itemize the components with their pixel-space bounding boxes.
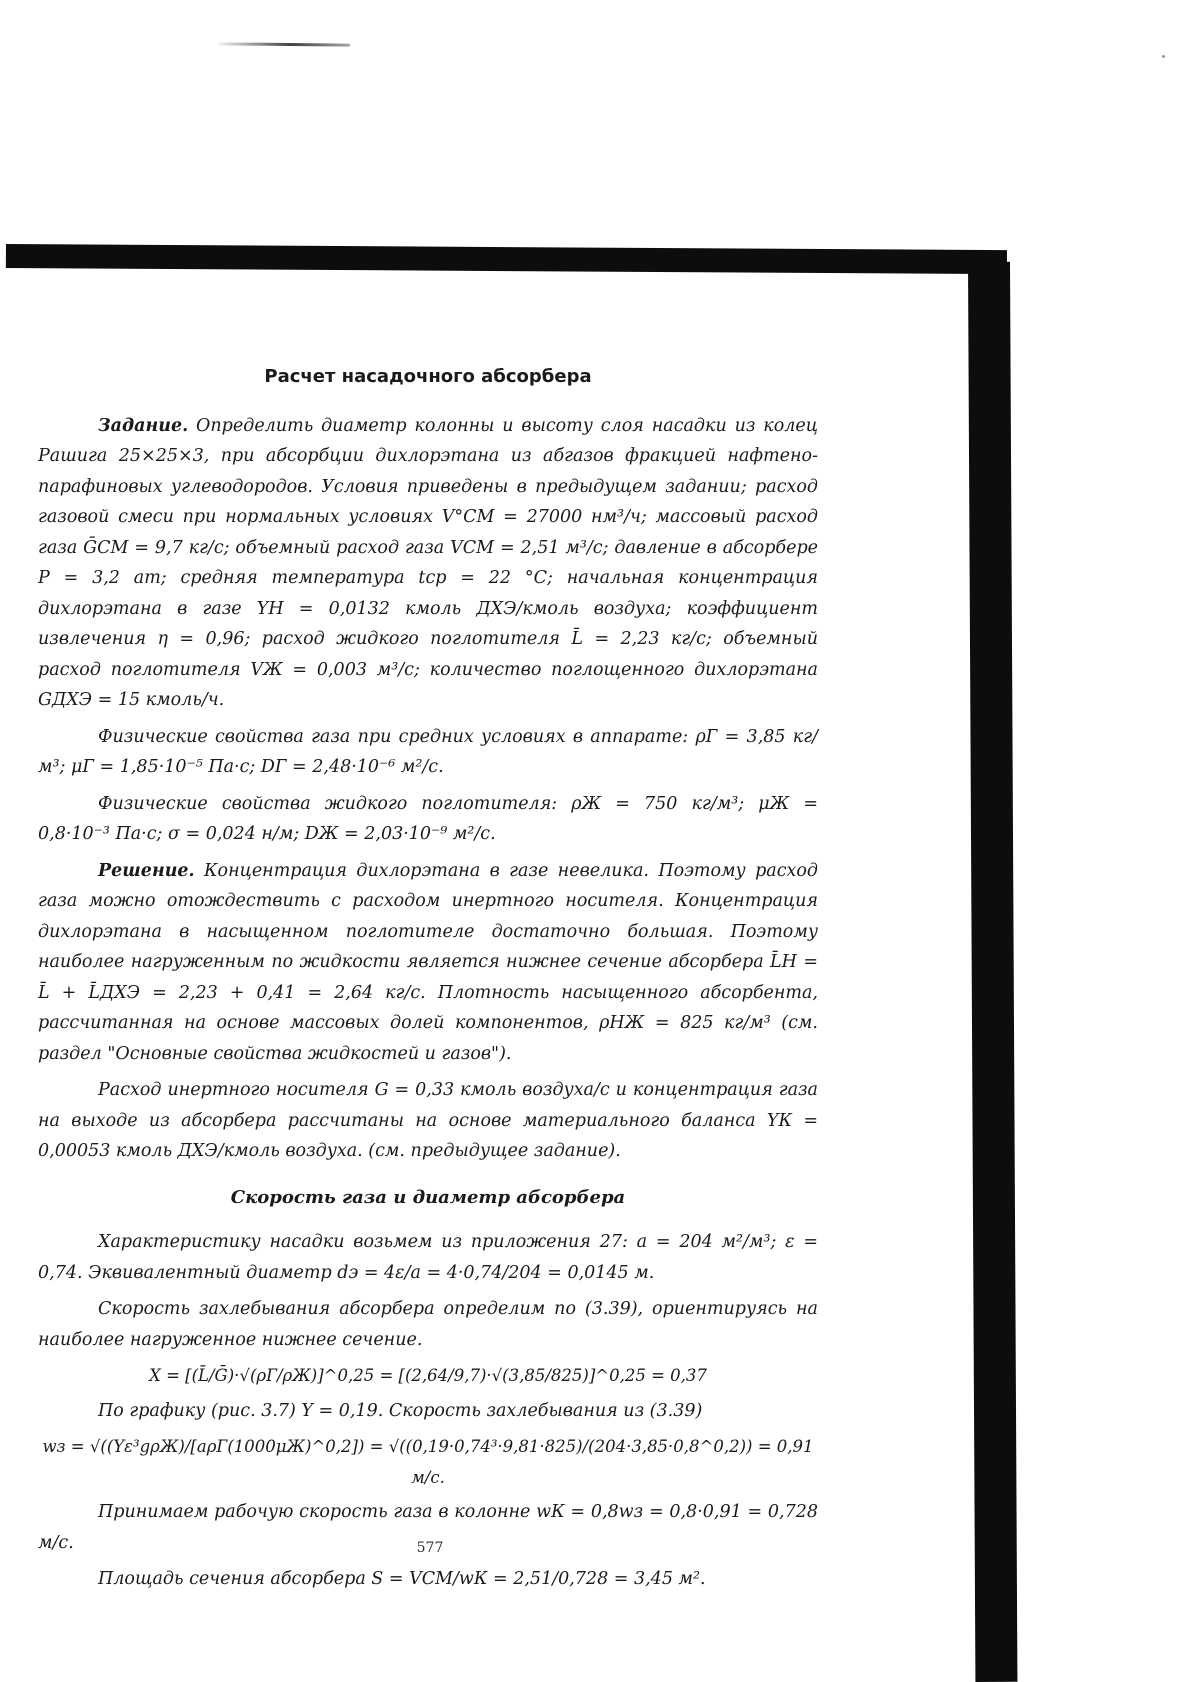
scan-border-top (6, 244, 1007, 274)
formula-flooding-speed: wз = √((Yε³gρЖ)/[aρГ(1000μЖ)^0,2]) = √((0,19·0,74³·9,81·825)/(204·3,85·0,8^0,2)) = 0,91 м/с. (42, 1437, 814, 1487)
section-subtitle: Скорость газа и диаметр абсорбера (230, 1186, 626, 1208)
scan-border-right (968, 262, 1017, 1682)
paragraph-gas-properties: Физические свойства газа при средних условиях в аппарате: ρГ = 3,85 кг/м³; μГ = 1,85·10⁻⁵ Па·с; DГ = 2,48·10⁻⁶ м²/с. (38, 726, 818, 777)
page-number: 577 (416, 1540, 444, 1556)
solution-text: Концентрация дихлорэтана в газе невелика. Поэтому расход газа можно отождествить с расходом инертного носителя. Концентрация дихлорэтана в насыщенном поглотителе достаточно большая. Поэтому наиболее нагруженным по жидкости является нижнее сечение абсорбера L̄Н = L̄ + L̄ДХЭ = 2,23 + 0,41 = 2,64 кг/с. Плотность насыщенного абсорбента, рассчитанная на основе массовых долей компонентов, ρНЖ = 825 кг/м³ (см. раздел "Основные свойства жидкостей и газов"). (38, 860, 818, 1064)
solution-lead: Решение. (98, 860, 195, 881)
paragraph-packing: Характеристику насадки возьмем из приложения 27: a = 204 м²/м³; ε = 0,74. Эквивалентный диаметр dэ = 4ε/a = 4·0,74/204 = 0,0145 м. (38, 1232, 818, 1283)
task-text: Определить диаметр колонны и высоту слоя насадки из колец Рашига 25×25×3, при абсорбции дихлорэтана из абгазов фракцией нафтено-парафиновых углеводородов. Условия приведены в предыдущем задании; расход газовой смеси при нормальных условиях V°СМ = 27000 нм³/ч; массовый расход газа ḠСМ = 9,7 кг/с; объемный расход газа VСМ = 2,51 м³/с; давление в абсорбере P = 3,2 ат; средняя температура tср = 22 °C; начальная концентрация дихлорэтана в газе YН = 0,0132 кмоль ДХЭ/кмоль воздуха; коэффициент извлечения η = 0,96; расход жидкого поглотителя L̄ = 2,23 кг/с; объемный расход поглотителя VЖ = 0,003 м³/с; количество поглощенного дихлорэтана GДХЭ = 15 кмоль/ч. (38, 415, 818, 710)
paragraph-graph: По графику (рис. 3.7) Y = 0,19. Скорость захлебывания из (3.39) (98, 1400, 703, 1421)
paragraph-solution (38, 856, 818, 1070)
paragraph-inert-flow: Расход инертного носителя G = 0,33 кмоль воздуха/с и концентрация газа на выходе из абсорбера рассчитаны на основе материального баланса YК = 0,00053 кмоль ДХЭ/кмоль воздуха. (см. предыдущее задание). (38, 1080, 818, 1161)
page-title: Расчет насадочного абсорбера (264, 366, 592, 387)
document-page (38, 350, 818, 1601)
formula-x: X = [(L̄/Ḡ)·√(ρГ/ρЖ)]^0,25 = [(2,64/9,7)·√(3,85/825)]^0,25 = 0,37 (149, 1366, 707, 1385)
task-lead: Задание. (98, 415, 189, 436)
scan-speck (1162, 55, 1165, 58)
paragraph-working-speed: Принимаем рабочую скорость газа в колонне wК = 0,8wз = 0,8·0,91 = 0,728 м/с. (38, 1502, 818, 1553)
paragraph-task (38, 411, 818, 716)
scan-smudge-mark (218, 42, 350, 46)
paragraph-area: Площадь сечения абсорбера S = VСМ/wК = 2,51/0,728 = 3,45 м². (98, 1569, 706, 1589)
paragraph-liquid-properties: Физические свойства жидкого поглотителя: ρЖ = 750 кг/м³; μЖ = 0,8·10⁻³ Па·с; σ = 0,024 н/м; DЖ = 2,03·10⁻⁹ м²/с. (38, 793, 818, 844)
paragraph-flooding: Скорость захлебывания абсорбера определим по (3.39), ориентируясь на наиболее нагруженное нижнее сечение. (38, 1299, 818, 1350)
